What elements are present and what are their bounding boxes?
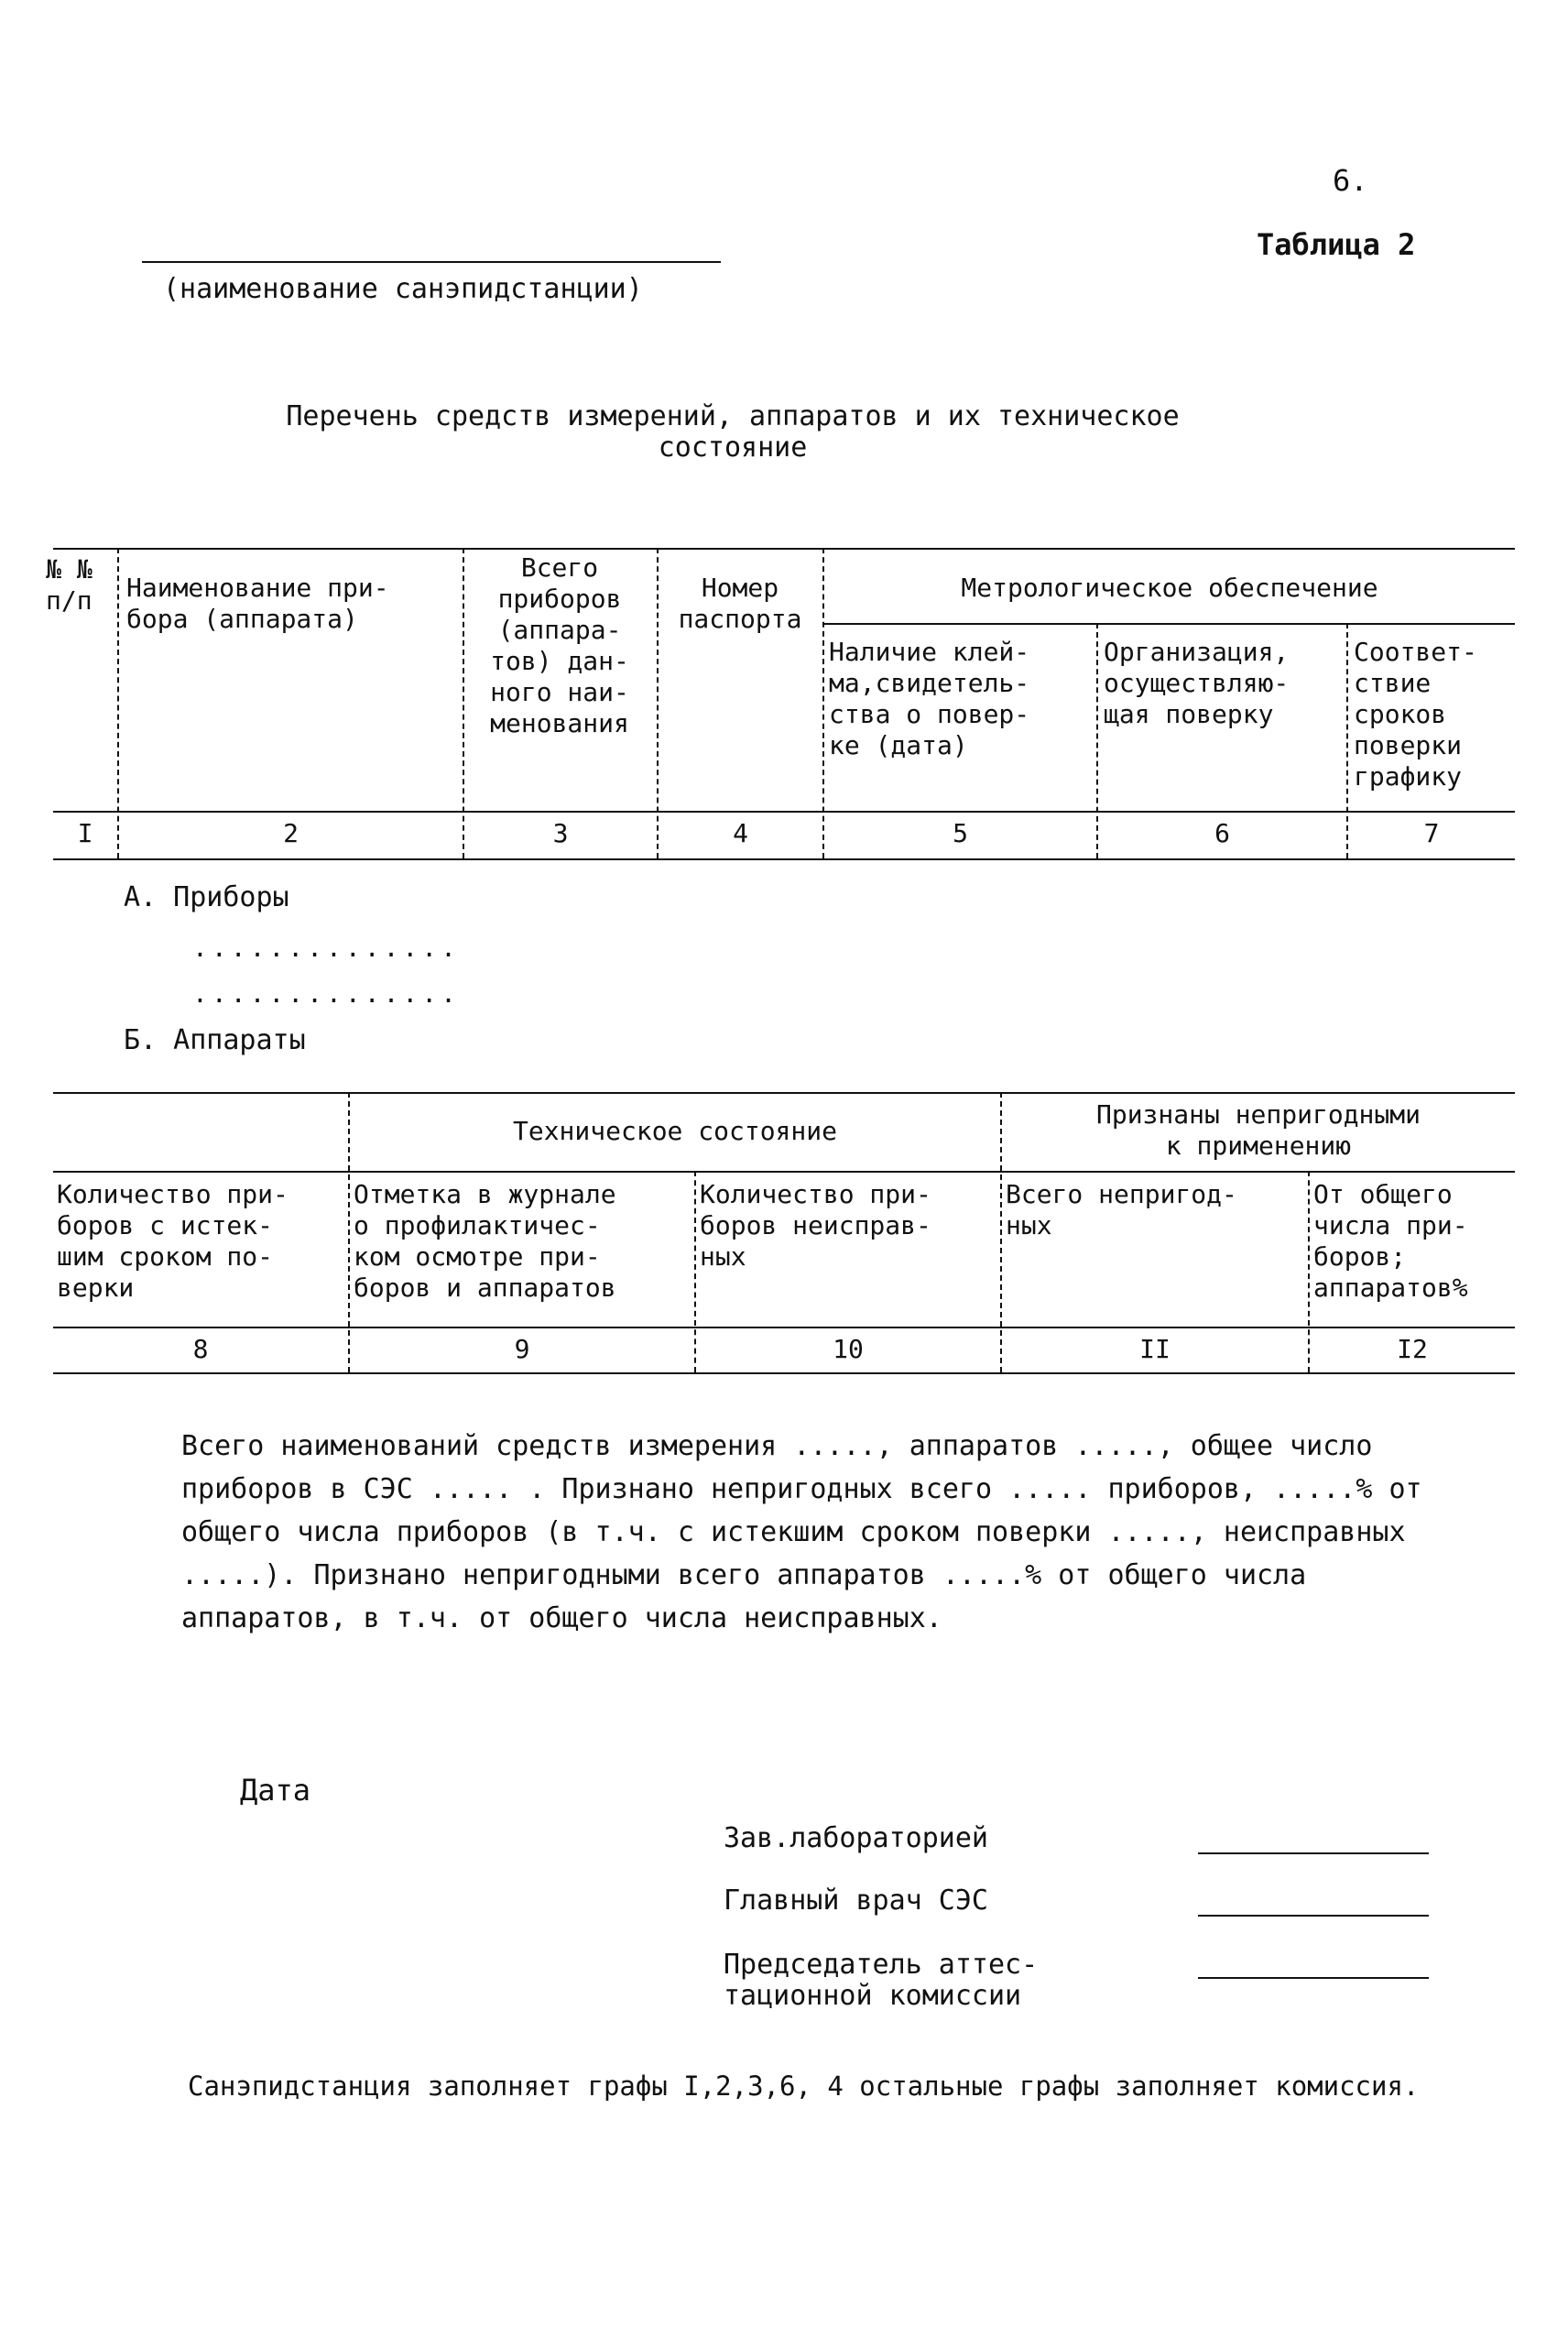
header-col6: Организация, осуществляю- щая поверку bbox=[1104, 637, 1290, 729]
table-label: Таблица 2 bbox=[1257, 227, 1416, 262]
section-b-devices: Б. Аппараты bbox=[124, 1024, 306, 1056]
header-col3: Всего приборов (аппара- тов) дан- ного наи- менования bbox=[490, 552, 629, 738]
col-number: II bbox=[1139, 1334, 1171, 1364]
col-number: 4 bbox=[733, 818, 748, 848]
col-number: I bbox=[77, 818, 93, 848]
header-unfit-group: Признаны непригодными к применению bbox=[1095, 1099, 1421, 1161]
dots-placeholder: .............. bbox=[192, 978, 461, 1009]
col-number: 3 bbox=[552, 818, 569, 848]
table1-bottom-rule bbox=[53, 858, 1515, 860]
header-col11: Всего непригод- ных bbox=[1006, 1179, 1237, 1240]
col-number: 10 bbox=[833, 1334, 864, 1364]
document-title: Перечень средств измерений, аппаратов и их техническое состояние bbox=[286, 400, 1180, 464]
signature-lab-head: Зав.лабораторией bbox=[724, 1822, 988, 1854]
signature-line bbox=[1198, 1915, 1429, 1917]
col-number: 5 bbox=[953, 818, 968, 848]
table2-header-rule bbox=[53, 1327, 1515, 1328]
table2-bottom-rule bbox=[53, 1372, 1515, 1374]
col-number: 7 bbox=[1423, 818, 1440, 848]
col-number: 8 bbox=[192, 1334, 209, 1364]
header-col8: Количество при- боров с истек- шим сроком по- верки bbox=[57, 1179, 289, 1303]
table1-col-divider bbox=[117, 548, 119, 858]
footnote: Санэпидстанция заполняет графы I,2,3,6, 4 остальные графы заполняет комиссия. bbox=[188, 2070, 1420, 2102]
header-col12: От общего числа при- боров; аппаратов% bbox=[1313, 1179, 1468, 1303]
col-number: 6 bbox=[1214, 818, 1230, 848]
org-name-line bbox=[142, 261, 721, 263]
signature-line bbox=[1198, 1977, 1429, 1979]
table1-top-rule bbox=[53, 548, 1515, 550]
table1-header-rule bbox=[53, 811, 1515, 813]
table2-top-rule bbox=[53, 1092, 1515, 1094]
header-col5: Наличие клей- ма,свидетель- ства о повер- ке (дата) bbox=[829, 637, 1030, 760]
org-name-caption: (наименование санэпидстанции) bbox=[163, 273, 643, 305]
col-number: 9 bbox=[514, 1334, 530, 1364]
summary-paragraph: Всего наименований средств измерения ....., аппаратов ....., общее число приборов в СЭС ..... . Признано непригодных всего ..... приборов, .....% от общего числа приборов (в т.ч. с истекшим сроком поверки ....., неисправных .....). Признано непригодными всего аппаратов .....% от общего числа аппаратов, в т.ч. от общего числа неисправных. bbox=[181, 1430, 1422, 1634]
header-col10: Количество при- боров неисправ- ных bbox=[700, 1179, 931, 1272]
header-col2: Наименование при- бора (аппарата) bbox=[126, 573, 389, 634]
header-col7: Соответ- ствие сроков поверки графику bbox=[1354, 637, 1477, 792]
header-col9: Отметка в журнале о профилактичес- ком осмотре при- боров и аппаратов bbox=[354, 1179, 616, 1303]
signature-line bbox=[1198, 1852, 1429, 1854]
table2-group-rule bbox=[53, 1171, 1515, 1173]
header-col1: № № п/п bbox=[46, 554, 93, 616]
header-technical-state-group: Техническое состояние bbox=[512, 1116, 837, 1146]
header-metrology-group: Метрологическое обеспечение bbox=[961, 573, 1378, 603]
date-label: Дата bbox=[240, 1773, 311, 1808]
signature-chief-doctor: Главный врач СЭС bbox=[724, 1885, 988, 1917]
table1-group-rule bbox=[822, 623, 1515, 625]
header-col4: Номер паспорта bbox=[678, 573, 802, 634]
page-number: 6. bbox=[1333, 163, 1368, 198]
col-number: 2 bbox=[283, 818, 299, 848]
dots-placeholder: .............. bbox=[192, 933, 461, 963]
signature-chairman: Председатель аттес- тационной комиссии bbox=[724, 1949, 1039, 2012]
col-number: I2 bbox=[1397, 1334, 1428, 1364]
section-a-instruments: А. Приборы bbox=[124, 881, 289, 913]
